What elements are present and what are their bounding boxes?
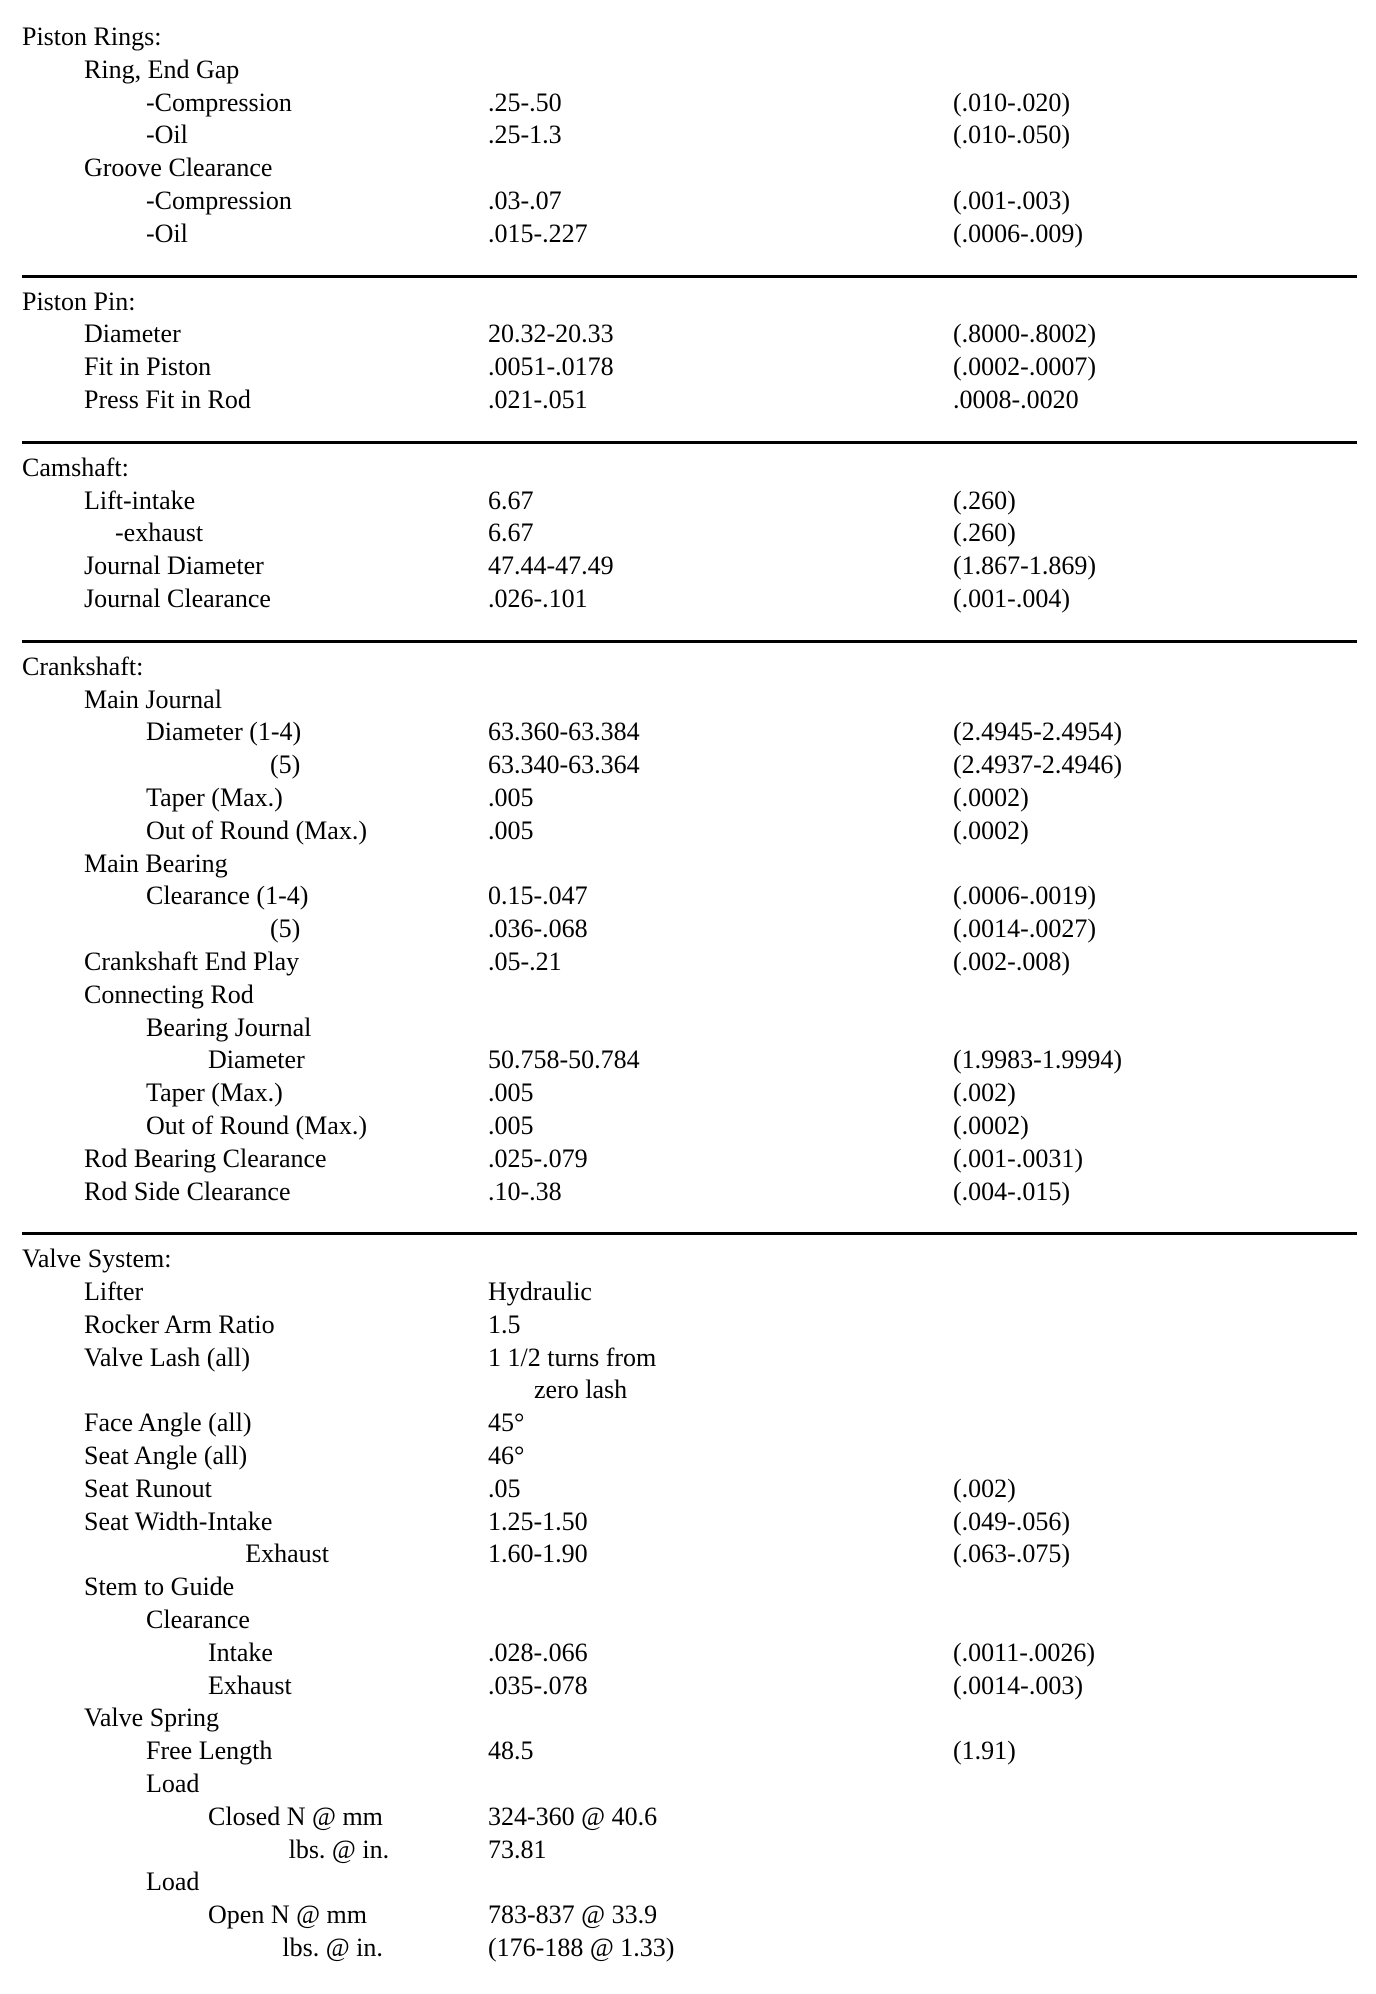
spec-row xyxy=(22,1276,1357,1309)
inch-value: (1.91) xyxy=(953,1736,1016,1766)
spec-row xyxy=(22,1110,1357,1143)
spec-label: Press Fit in Rod xyxy=(84,384,251,414)
spec-label: Diameter xyxy=(208,1045,305,1075)
spec-row xyxy=(22,318,1357,351)
spec-row xyxy=(22,1012,1357,1045)
spec-row xyxy=(22,485,1357,518)
section-heading xyxy=(22,21,1357,54)
inch-value: (.001-.004) xyxy=(953,583,1070,613)
inch-value: (.002-.008) xyxy=(953,946,1070,976)
metric-value: .25-1.3 xyxy=(488,120,562,150)
spec-label: Main Journal xyxy=(84,684,222,714)
spec-label: Lifter xyxy=(84,1277,144,1307)
spec-label: Out of Round (Max.) xyxy=(146,1110,367,1140)
spec-label: Fit in Piston xyxy=(84,352,212,382)
inch-value: (.0014-.0027) xyxy=(953,914,1096,944)
metric-value: (176-188 @ 1.33) xyxy=(488,1933,675,1963)
inch-value: (.0002-.0007) xyxy=(953,352,1096,382)
spec-row xyxy=(22,1932,1357,1965)
spec-row xyxy=(22,1571,1357,1604)
spec-row xyxy=(22,1538,1357,1571)
spec-row xyxy=(22,1899,1357,1932)
section-heading xyxy=(22,651,1357,684)
spec-label: (5) xyxy=(270,750,301,780)
metric-value: 20.32-20.33 xyxy=(488,319,614,349)
section-camshaft xyxy=(22,444,1357,640)
spec-row xyxy=(22,54,1357,87)
section-title: Piston Pin: xyxy=(22,286,136,316)
spec-row xyxy=(22,848,1357,881)
inch-value: (.0002) xyxy=(953,1110,1029,1140)
metric-value: 48.5 xyxy=(488,1736,534,1766)
inch-value: (.049-.056) xyxy=(953,1506,1070,1536)
metric-value: 47.44-47.49 xyxy=(488,551,614,581)
spec-row xyxy=(22,384,1357,417)
spec-row xyxy=(22,1801,1357,1834)
spec-row xyxy=(22,815,1357,848)
spec-label: Main Bearing xyxy=(84,848,228,878)
spec-label: Bearing Journal xyxy=(146,1012,312,1042)
inch-value: (.001-.003) xyxy=(953,185,1070,215)
metric-value: .10-.38 xyxy=(488,1176,562,1206)
section-piston-pin xyxy=(22,278,1357,441)
metric-value: 6.67 xyxy=(488,518,534,548)
metric-value: 45° xyxy=(488,1408,525,1438)
metric-value: 1.60-1.90 xyxy=(488,1539,588,1569)
spec-label: Seat Width-Intake xyxy=(84,1506,273,1536)
spec-row xyxy=(22,684,1357,717)
spec-row xyxy=(22,1342,1357,1375)
spec-row xyxy=(22,1407,1357,1440)
spec-label: Clearance (1-4) xyxy=(146,881,309,911)
metric-value: 63.360-63.384 xyxy=(488,717,640,747)
inch-value: (.260) xyxy=(953,518,1016,548)
spec-row xyxy=(22,152,1357,185)
spec-label: Valve Spring xyxy=(84,1703,220,1733)
spec-row xyxy=(22,119,1357,152)
inch-value: .0008-.0020 xyxy=(953,384,1079,414)
metric-value: .03-.07 xyxy=(488,185,562,215)
metric-value: Hydraulic xyxy=(488,1277,592,1307)
spec-row xyxy=(22,1506,1357,1539)
spec-row xyxy=(22,913,1357,946)
inch-value: (.001-.0031) xyxy=(953,1143,1083,1173)
spec-row xyxy=(22,351,1357,384)
spec-row xyxy=(22,716,1357,749)
spec-label: -Compression xyxy=(146,185,292,215)
spec-label: Valve Lash (all) xyxy=(84,1342,251,1372)
metric-value: .025-.079 xyxy=(488,1143,588,1173)
section-heading xyxy=(22,452,1357,485)
inch-value: (.002) xyxy=(953,1078,1016,1108)
section-title: Crankshaft: xyxy=(22,651,144,681)
metric-value: 1.25-1.50 xyxy=(488,1506,588,1536)
section-heading xyxy=(22,1243,1357,1276)
spec-label: -exhaust xyxy=(115,518,204,548)
inch-value: (.0011-.0026) xyxy=(953,1637,1096,1667)
spec-row xyxy=(22,1702,1357,1735)
metric-value: 1 1/2 turns from xyxy=(488,1342,657,1372)
section-title: Valve System: xyxy=(22,1244,172,1274)
spec-label: Taper (Max.) xyxy=(146,782,283,812)
spec-label: Closed N @ mm xyxy=(208,1801,383,1831)
spec-row xyxy=(22,1374,1357,1407)
spec-row xyxy=(22,1735,1357,1768)
metric-value: 6.67 xyxy=(488,485,534,515)
section-valve-system xyxy=(22,1235,1357,1989)
spec-label: Seat Angle (all) xyxy=(84,1441,248,1471)
metric-value: .25-.50 xyxy=(488,87,562,117)
spec-row xyxy=(22,1143,1357,1176)
inch-value: (.0002) xyxy=(953,815,1029,845)
section-heading xyxy=(22,286,1357,319)
section-crankshaft xyxy=(22,643,1357,1233)
inch-value: (.0006-.0019) xyxy=(953,881,1096,911)
spec-row xyxy=(22,749,1357,782)
metric-value: 46° xyxy=(488,1441,525,1471)
inch-value: (.010-.050) xyxy=(953,120,1070,150)
spec-label: -Oil xyxy=(146,218,188,248)
spec-row xyxy=(22,1670,1357,1703)
spec-row xyxy=(22,185,1357,218)
section-title: Piston Rings: xyxy=(22,22,162,51)
spec-label: Stem to Guide xyxy=(84,1572,235,1602)
metric-value: 50.758-50.784 xyxy=(488,1045,640,1075)
metric-value: .036-.068 xyxy=(488,914,588,944)
spec-row xyxy=(22,550,1357,583)
inch-value: (.010-.020) xyxy=(953,87,1070,117)
spec-label: Groove Clearance xyxy=(84,153,273,183)
spec-row xyxy=(22,1637,1357,1670)
spec-label: Intake xyxy=(208,1637,273,1667)
metric-value: .005 xyxy=(488,815,534,845)
spec-row xyxy=(22,218,1357,251)
spec-label: -Oil xyxy=(146,120,188,150)
inch-value: (1.867-1.869) xyxy=(953,551,1096,581)
inch-value: (1.9983-1.9994) xyxy=(953,1045,1122,1075)
inch-value: (2.4945-2.4954) xyxy=(953,717,1122,747)
spec-row xyxy=(22,782,1357,815)
inch-value: (.8000-.8002) xyxy=(953,319,1096,349)
spec-label: Rod Side Clearance xyxy=(84,1176,291,1206)
inch-value: (2.4937-2.4946) xyxy=(953,750,1122,780)
metric-value: 783-837 @ 33.9 xyxy=(488,1900,658,1930)
metric-value: 324-360 @ 40.6 xyxy=(488,1801,658,1831)
metric-value: .05-.21 xyxy=(488,946,562,976)
metric-value: .015-.227 xyxy=(488,218,588,248)
spec-row xyxy=(22,979,1357,1012)
spec-label: Exhaust xyxy=(208,1670,292,1700)
spec-row xyxy=(22,1866,1357,1899)
spec-row xyxy=(22,1176,1357,1209)
spec-row xyxy=(22,1834,1357,1867)
metric-value: .026-.101 xyxy=(488,583,588,613)
spec-label: Journal Clearance xyxy=(84,583,271,613)
spec-row xyxy=(22,87,1357,120)
metric-value: 63.340-63.364 xyxy=(488,750,640,780)
spec-label: Clearance xyxy=(146,1605,250,1635)
inch-value: (.002) xyxy=(953,1473,1016,1503)
spec-label: Lift-intake xyxy=(84,485,196,515)
spec-label: Taper (Max.) xyxy=(146,1078,283,1108)
metric-value: .021-.051 xyxy=(488,384,588,414)
spec-row xyxy=(22,517,1357,550)
spec-row xyxy=(22,1309,1357,1342)
metric-value: .005 xyxy=(488,1078,534,1108)
metric-value: zero lash xyxy=(534,1375,628,1405)
spec-label: Diameter xyxy=(84,319,181,349)
inch-value: (.260) xyxy=(953,485,1016,515)
spec-label: -Compression xyxy=(146,87,292,117)
metric-value: .005 xyxy=(488,782,534,812)
spec-label: Diameter (1-4) xyxy=(146,717,302,747)
spec-label: Open N @ mm xyxy=(208,1900,367,1930)
spec-label: Load xyxy=(146,1867,200,1897)
section-title: Camshaft: xyxy=(22,452,129,482)
spec-label: Connecting Rod xyxy=(84,979,254,1009)
metric-value: .0051-.0178 xyxy=(488,352,614,382)
spec-label: lbs. @ in. xyxy=(288,1834,390,1864)
metric-value: .05 xyxy=(488,1473,521,1503)
spec-row xyxy=(22,1473,1357,1506)
spec-label: (5) xyxy=(270,914,301,944)
spec-row xyxy=(22,880,1357,913)
inch-value: (.0006-.009) xyxy=(953,218,1083,248)
spec-label: lbs. @ in. xyxy=(282,1933,383,1963)
inch-value: (.063-.075) xyxy=(953,1539,1070,1569)
spec-row xyxy=(22,1768,1357,1801)
metric-value: 1.5 xyxy=(488,1309,521,1339)
spec-row xyxy=(22,1077,1357,1110)
spec-row xyxy=(22,1044,1357,1077)
spec-row xyxy=(22,946,1357,979)
section-piston-rings xyxy=(22,0,1357,275)
spec-label: Free Length xyxy=(146,1736,273,1766)
metric-value: .028-.066 xyxy=(488,1637,588,1667)
inch-value: (.0014-.003) xyxy=(953,1670,1083,1700)
spec-label: Load xyxy=(146,1769,200,1799)
spec-label: Crankshaft End Play xyxy=(84,946,300,976)
spec-label: Seat Runout xyxy=(84,1473,212,1503)
spec-row xyxy=(22,1440,1357,1473)
metric-value: 73.81 xyxy=(488,1834,547,1864)
spec-row xyxy=(22,583,1357,616)
spec-label: Rod Bearing Clearance xyxy=(84,1143,327,1173)
inch-value: (.0002) xyxy=(953,782,1029,812)
spec-label: Ring, End Gap xyxy=(84,54,240,84)
metric-value: .035-.078 xyxy=(488,1670,588,1700)
metric-value: 0.15-.047 xyxy=(488,881,588,911)
spec-label: Exhaust xyxy=(245,1539,329,1569)
metric-value: .005 xyxy=(488,1110,534,1140)
spec-label: Journal Diameter xyxy=(84,551,264,581)
spec-label: Rocker Arm Ratio xyxy=(84,1309,275,1339)
inch-value: (.004-.015) xyxy=(953,1176,1070,1206)
spec-row xyxy=(22,1604,1357,1637)
spec-label: Out of Round (Max.) xyxy=(146,815,367,845)
spec-label: Face Angle (all) xyxy=(84,1408,252,1438)
engine-specifications-table xyxy=(22,0,1357,1989)
